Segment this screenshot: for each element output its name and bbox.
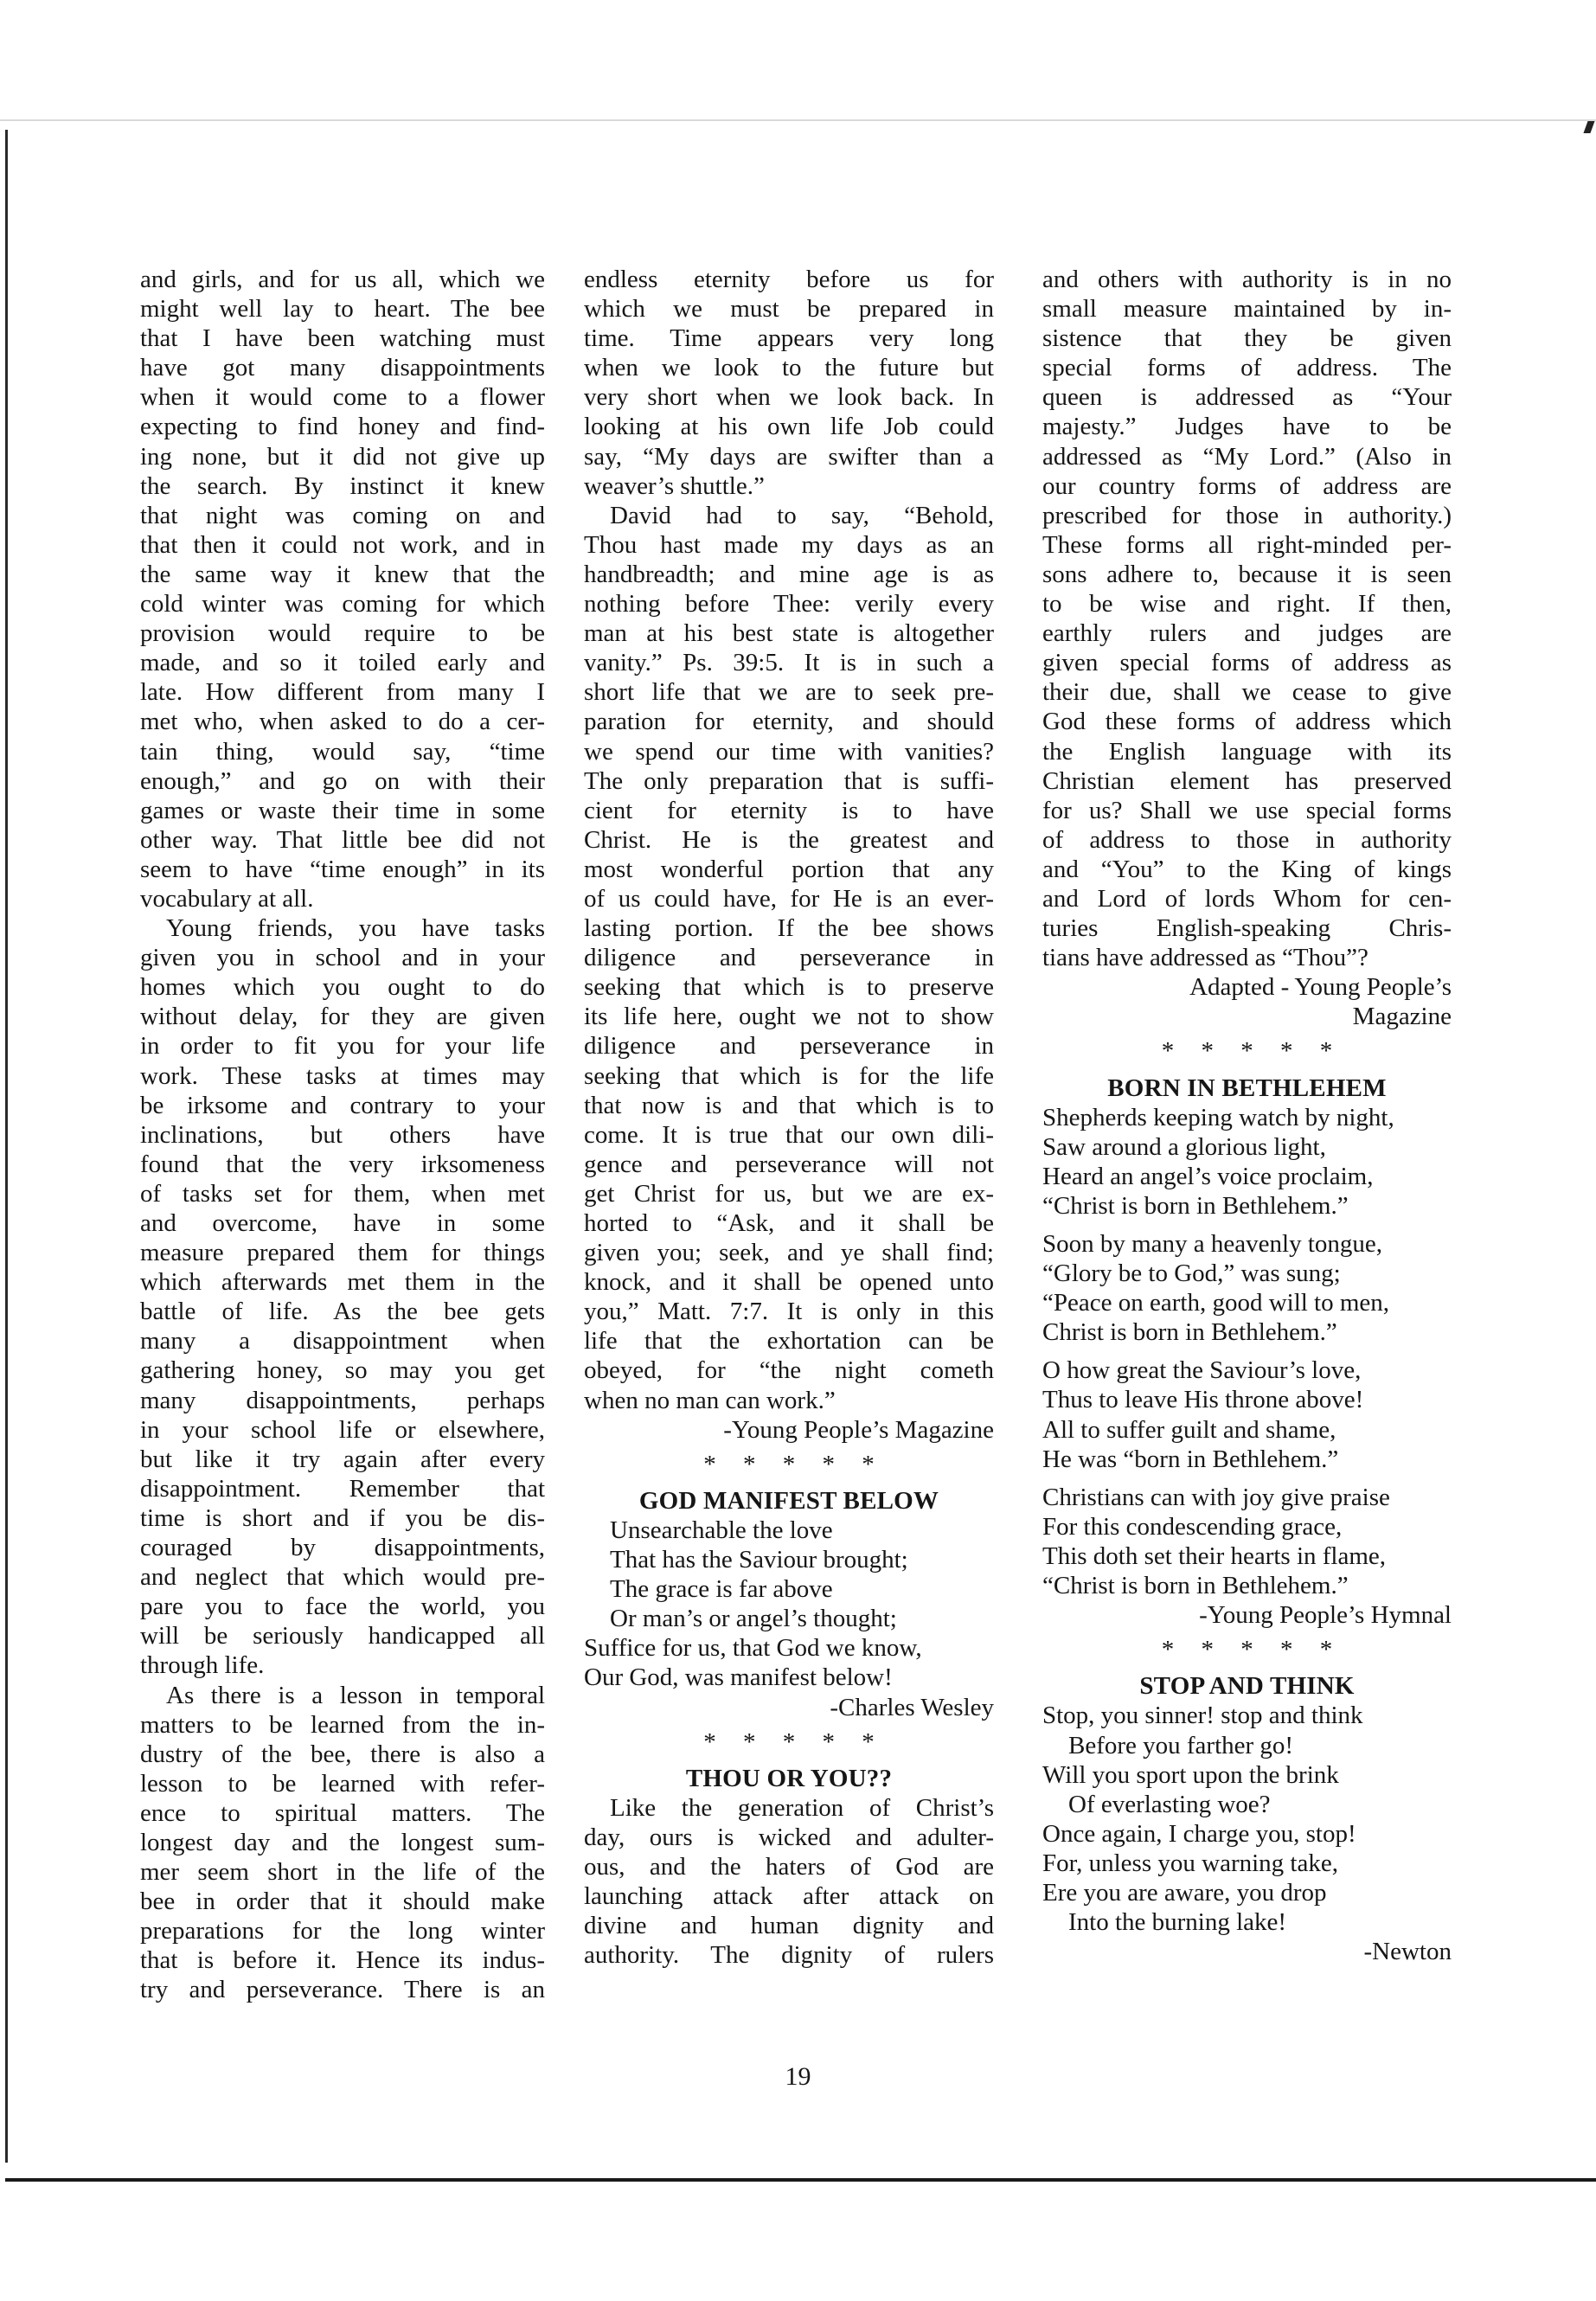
body-line: weaver’s shuttle.” <box>584 471 765 500</box>
poem-line: “Christ is born in Bethlehem.” <box>1042 1191 1349 1220</box>
body-line: which we must be prepared in <box>584 295 994 324</box>
poem-title: STOP AND THINK <box>1139 1672 1355 1701</box>
poem-line: Unsearchable the love <box>610 1516 833 1544</box>
body-line: launching attack after attack on <box>584 1882 994 1911</box>
body-line: and neglect that which would pre- <box>140 1563 545 1592</box>
attribution: Adapted - Young People’s <box>1189 973 1452 1002</box>
section-divider: * * * * * <box>1161 1636 1343 1664</box>
body-line: its life here, ought we not to show <box>584 1003 994 1031</box>
body-line: might well lay to heart. The bee <box>140 295 545 324</box>
body-line: expecting to find honey and find- <box>140 413 545 441</box>
body-line: very short when we look back. In <box>584 383 994 412</box>
body-line: that now is and that which is to <box>584 1091 994 1119</box>
poem-author: -Newton <box>1363 1938 1452 1966</box>
body-line: when no man can work.” <box>584 1386 836 1414</box>
body-line: of address to those in authority <box>1042 825 1452 854</box>
body-line: Young friends, you have tasks <box>166 914 545 943</box>
poem-line: Or man’s or angel’s thought; <box>610 1605 897 1633</box>
poem-line: He was “born in Bethlehem.” <box>1042 1445 1339 1473</box>
body-line: when it would come to a flower <box>140 383 545 412</box>
poem-line: For this condescending grace, <box>1042 1512 1343 1541</box>
body-line: prescribed for those in authority.) <box>1042 501 1452 529</box>
body-line: battle of life. As the bee gets <box>140 1298 545 1326</box>
body-line: earthly rulers and judges are <box>1042 619 1452 648</box>
body-line: horted to “Ask, and it shall be <box>584 1209 994 1237</box>
poem-line: O how great the Saviour’s love, <box>1042 1356 1362 1385</box>
attribution: -Young People’s Magazine <box>723 1415 994 1444</box>
poem-line: For, unless you warning take, <box>1042 1849 1338 1877</box>
scan-edge-bottom <box>5 2178 1596 2182</box>
body-line: inclinations, but others have <box>140 1120 545 1149</box>
poem-line: “Peace on earth, good will to men, <box>1042 1289 1390 1317</box>
poem-line: Ere you are aware, you drop <box>1042 1878 1327 1907</box>
body-line: have got many disappointments <box>140 354 545 382</box>
body-line: the same way it knew that the <box>140 560 545 588</box>
body-line: say, “My days are swifter than a <box>584 442 994 471</box>
body-line: vanity.” Ps. 39:5. It is in such a <box>584 649 994 677</box>
body-line: handbreadth; and mine age is as <box>584 560 994 588</box>
body-line: made, and so it toiled early and <box>140 649 545 677</box>
poem-line: That has the Saviour brought; <box>610 1546 908 1574</box>
body-line: and others with authority is in no <box>1042 266 1452 293</box>
section-divider: * * * * * <box>1161 1037 1343 1066</box>
body-line: lesson to be learned with refer- <box>140 1769 545 1798</box>
spacer <box>1042 1347 1452 1356</box>
body-line: pare you to face the world, you <box>140 1593 545 1621</box>
body-line: Thou hast made my days as an <box>584 530 994 559</box>
body-line: The only preparation that is suffi- <box>584 766 994 795</box>
poem-line: Shepherds keeping watch by night, <box>1042 1103 1394 1131</box>
body-line: in your school life or elsewhere, <box>140 1415 545 1444</box>
body-line: to be wise and right. If then, <box>1042 590 1452 619</box>
poem-line: Christ is born in Bethlehem.” <box>1042 1318 1337 1347</box>
body-line: their due, shall we cease to give <box>1042 678 1452 707</box>
poem-line: Our God, was manifest below! <box>584 1663 893 1692</box>
poem-line: Into the burning lake! <box>1068 1908 1287 1937</box>
body-line: without delay, for they are given <box>140 1003 545 1031</box>
body-line: measure prepared them for things <box>140 1239 545 1267</box>
body-line: short life that we are to seek pre- <box>584 678 994 707</box>
body-line: endless eternity before us for <box>584 266 994 293</box>
body-line: that night was coming on and <box>140 501 545 529</box>
poem-author: -Charles Wesley <box>830 1693 994 1721</box>
body-line: David had to say, “Behold, <box>610 501 994 529</box>
body-line: preparations for the long winter <box>140 1917 545 1945</box>
scan-corner-mark <box>1583 121 1594 133</box>
body-line: come. It is true that our own dili- <box>584 1120 994 1149</box>
poem-line: Suffice for us, that God we know, <box>584 1634 922 1663</box>
body-line: our country forms of address are <box>1042 471 1452 500</box>
body-line: found that the very irksomeness <box>140 1150 545 1178</box>
poem-line: Before you farther go! <box>1068 1731 1294 1759</box>
section-divider: * * * * * <box>703 1450 885 1478</box>
body-line: matters to be learned from the in- <box>140 1710 545 1739</box>
poem-line: Will you sport upon the brink <box>1042 1760 1339 1789</box>
body-line: and “You” to the King of kings <box>1042 855 1452 883</box>
body-line: ous, and the haters of God are <box>584 1852 994 1881</box>
body-line: Christ. He is the greatest and <box>584 825 994 854</box>
poem-line: The grace is far above <box>610 1575 833 1604</box>
body-line: authority. The dignity of rulers <box>584 1941 994 1970</box>
body-line: mer seem short in the life of the <box>140 1858 545 1887</box>
body-line: which afterwards met them in the <box>140 1268 545 1297</box>
poem-line: Thus to leave His throne above! <box>1042 1386 1364 1414</box>
body-line: seeking that which is to preserve <box>584 973 994 1002</box>
body-line: bee in order that it should make <box>140 1888 545 1916</box>
body-line: couraged by disappointments, <box>140 1534 545 1562</box>
body-line: given special forms of address as <box>1042 649 1452 677</box>
body-line: man at his best state is altogether <box>584 619 994 648</box>
body-line: the search. By instinct it knew <box>140 471 545 500</box>
body-line: turies English-speaking Chris- <box>1042 914 1452 943</box>
poem-line: Saw around a glorious light, <box>1042 1132 1326 1161</box>
body-line: homes which you ought to do <box>140 973 545 1002</box>
poem-line: “Christ is born in Bethlehem.” <box>1042 1572 1349 1600</box>
body-line: gathering honey, so may you get <box>140 1356 545 1385</box>
body-line: given you; seek, and ye shall find; <box>584 1239 994 1267</box>
body-line: of tasks set for them, when met <box>140 1179 545 1208</box>
body-line: games or waste their time in some <box>140 796 545 824</box>
body-line: sistence that they be given <box>1042 324 1452 353</box>
poem-title: BORN IN BETHLEHEM <box>1107 1074 1387 1102</box>
column-3 <box>1042 265 1452 1966</box>
body-line: divine and human dignity and <box>584 1912 994 1940</box>
body-line: in order to fit you for your life <box>140 1032 545 1061</box>
body-line: and Lord of lords Whom for cen- <box>1042 884 1452 913</box>
body-line: that then it could not work, and in <box>140 530 545 559</box>
body-line: Christian element has preserved <box>1042 766 1452 795</box>
attribution: Magazine <box>1352 1003 1452 1031</box>
body-line: day, ours is wicked and adulter- <box>584 1823 994 1851</box>
poem-source: -Young People’s Hymnal <box>1199 1601 1452 1630</box>
body-line: looking at his own life Job could <box>584 413 994 441</box>
poem-line: “Glory be to God,” was sung; <box>1042 1259 1341 1288</box>
body-line: paration for eternity, and should <box>584 708 994 736</box>
body-line: the English language with its <box>1042 737 1452 766</box>
body-line: cold winter was coming for which <box>140 590 545 619</box>
body-line: will be seriously handicapped all <box>140 1622 545 1650</box>
column-2 <box>584 265 994 1970</box>
body-line: God these forms of address which <box>1042 708 1452 736</box>
spacer <box>1042 1474 1452 1483</box>
body-line: life that the exhortation can be <box>584 1327 994 1356</box>
body-line: ence to spiritual matters. The <box>140 1798 545 1827</box>
body-line: when we look to the future but <box>584 354 994 382</box>
body-line: get Christ for us, but we are ex- <box>584 1179 994 1208</box>
poem-line: Christians can with joy give praise <box>1042 1483 1390 1511</box>
poem-title: GOD MANIFEST BELOW <box>638 1486 939 1515</box>
body-line: we spend our time with vanities? <box>584 737 994 766</box>
body-line: you,” Matt. 7:7. It is only in this <box>584 1298 994 1326</box>
spacer <box>1042 1221 1452 1229</box>
body-line: through life. <box>140 1651 265 1680</box>
body-line: for us? Shall we use special forms <box>1042 796 1452 824</box>
body-line: met who, when asked to do a cer- <box>140 708 545 736</box>
body-line: longest day and the longest sum- <box>140 1828 545 1856</box>
body-line: time is short and if you be dis- <box>140 1503 545 1532</box>
poem-line: Heard an angel’s voice proclaim, <box>1042 1162 1374 1190</box>
section-divider: * * * * * <box>703 1727 885 1756</box>
body-line: other way. That little bee did not <box>140 825 545 854</box>
body-line: dustry of the bee, there is also a <box>140 1740 545 1768</box>
body-line: seeking that which is for the life <box>584 1061 994 1090</box>
body-line: obeyed, for “the night cometh <box>584 1356 994 1385</box>
body-line: small measure maintained by in- <box>1042 295 1452 324</box>
body-line: time. Time appears very long <box>584 324 994 353</box>
poem-line: Of everlasting woe? <box>1068 1790 1271 1818</box>
body-line: many disappointments, perhaps <box>140 1386 545 1414</box>
body-line: disappointment. Remember that <box>140 1474 545 1503</box>
body-line: gence and perseverance will not <box>584 1150 994 1178</box>
body-line: ing none, but it did not give up <box>140 442 545 471</box>
body-line: addressed as “My Lord.” (Also in <box>1042 442 1452 471</box>
column-1 <box>140 265 545 2005</box>
body-line: diligence and perseverance in <box>584 944 994 972</box>
body-line: tians have addressed as “Thou”? <box>1042 944 1368 972</box>
body-line: cient for eternity is to have <box>584 796 994 824</box>
body-line: work. These tasks at times may <box>140 1061 545 1090</box>
body-line: vocabulary at all. <box>140 884 314 913</box>
body-line: given you in school and in your <box>140 944 545 972</box>
body-line: lasting portion. If the bee shows <box>584 914 994 943</box>
body-line: queen is addressed as “Your <box>1042 383 1452 412</box>
body-line: tain thing, would say, “time <box>140 737 545 766</box>
body-line: most wonderful portion that any <box>584 855 994 883</box>
body-line: These forms all right-minded per- <box>1042 530 1452 559</box>
body-line: be irksome and contrary to your <box>140 1091 545 1119</box>
poem-line: Soon by many a heavenly tongue, <box>1042 1230 1383 1258</box>
scan-edge-left <box>5 130 8 2163</box>
page-number: 19 <box>785 2062 811 2091</box>
body-line: try and perseverance. There is an <box>140 1976 545 2004</box>
body-line: that I have been watching must <box>140 324 545 353</box>
body-line: many a disappointment when <box>140 1327 545 1356</box>
body-line: seem to have “time enough” in its <box>140 855 545 883</box>
body-line: nothing before Thee: verily every <box>584 590 994 619</box>
body-line: and overcome, have in some <box>140 1209 545 1237</box>
body-line: As there is a lesson in temporal <box>166 1681 545 1709</box>
body-line: and girls, and for us all, which we <box>140 266 545 293</box>
article-title: THOU OR YOU?? <box>685 1764 893 1792</box>
body-line: but like it try again after every <box>140 1445 545 1473</box>
body-line: diligence and perseverance in <box>584 1032 994 1061</box>
body-line: of us could have, for He is an ever- <box>584 884 994 913</box>
poem-line: All to suffer guilt and shame, <box>1042 1415 1336 1444</box>
scan-edge-top <box>0 119 1596 121</box>
body-line: majesty.” Judges have to be <box>1042 413 1452 441</box>
body-line: sons adhere to, because it is seen <box>1042 560 1452 588</box>
body-line: knock, and it shall be opened unto <box>584 1268 994 1297</box>
body-line: special forms of address. The <box>1042 354 1452 382</box>
poem-line: This doth set their hearts in flame, <box>1042 1541 1387 1570</box>
body-line: Like the generation of Christ’s <box>610 1793 994 1822</box>
body-line: provision would require to be <box>140 619 545 648</box>
body-line: that is before it. Hence its indus- <box>140 1946 545 1975</box>
poem-line: Stop, you sinner! stop and think <box>1042 1702 1363 1730</box>
body-line: enough,” and go on with their <box>140 766 545 795</box>
body-line: late. How different from many I <box>140 678 545 707</box>
poem-line: Once again, I charge you, stop! <box>1042 1819 1356 1848</box>
